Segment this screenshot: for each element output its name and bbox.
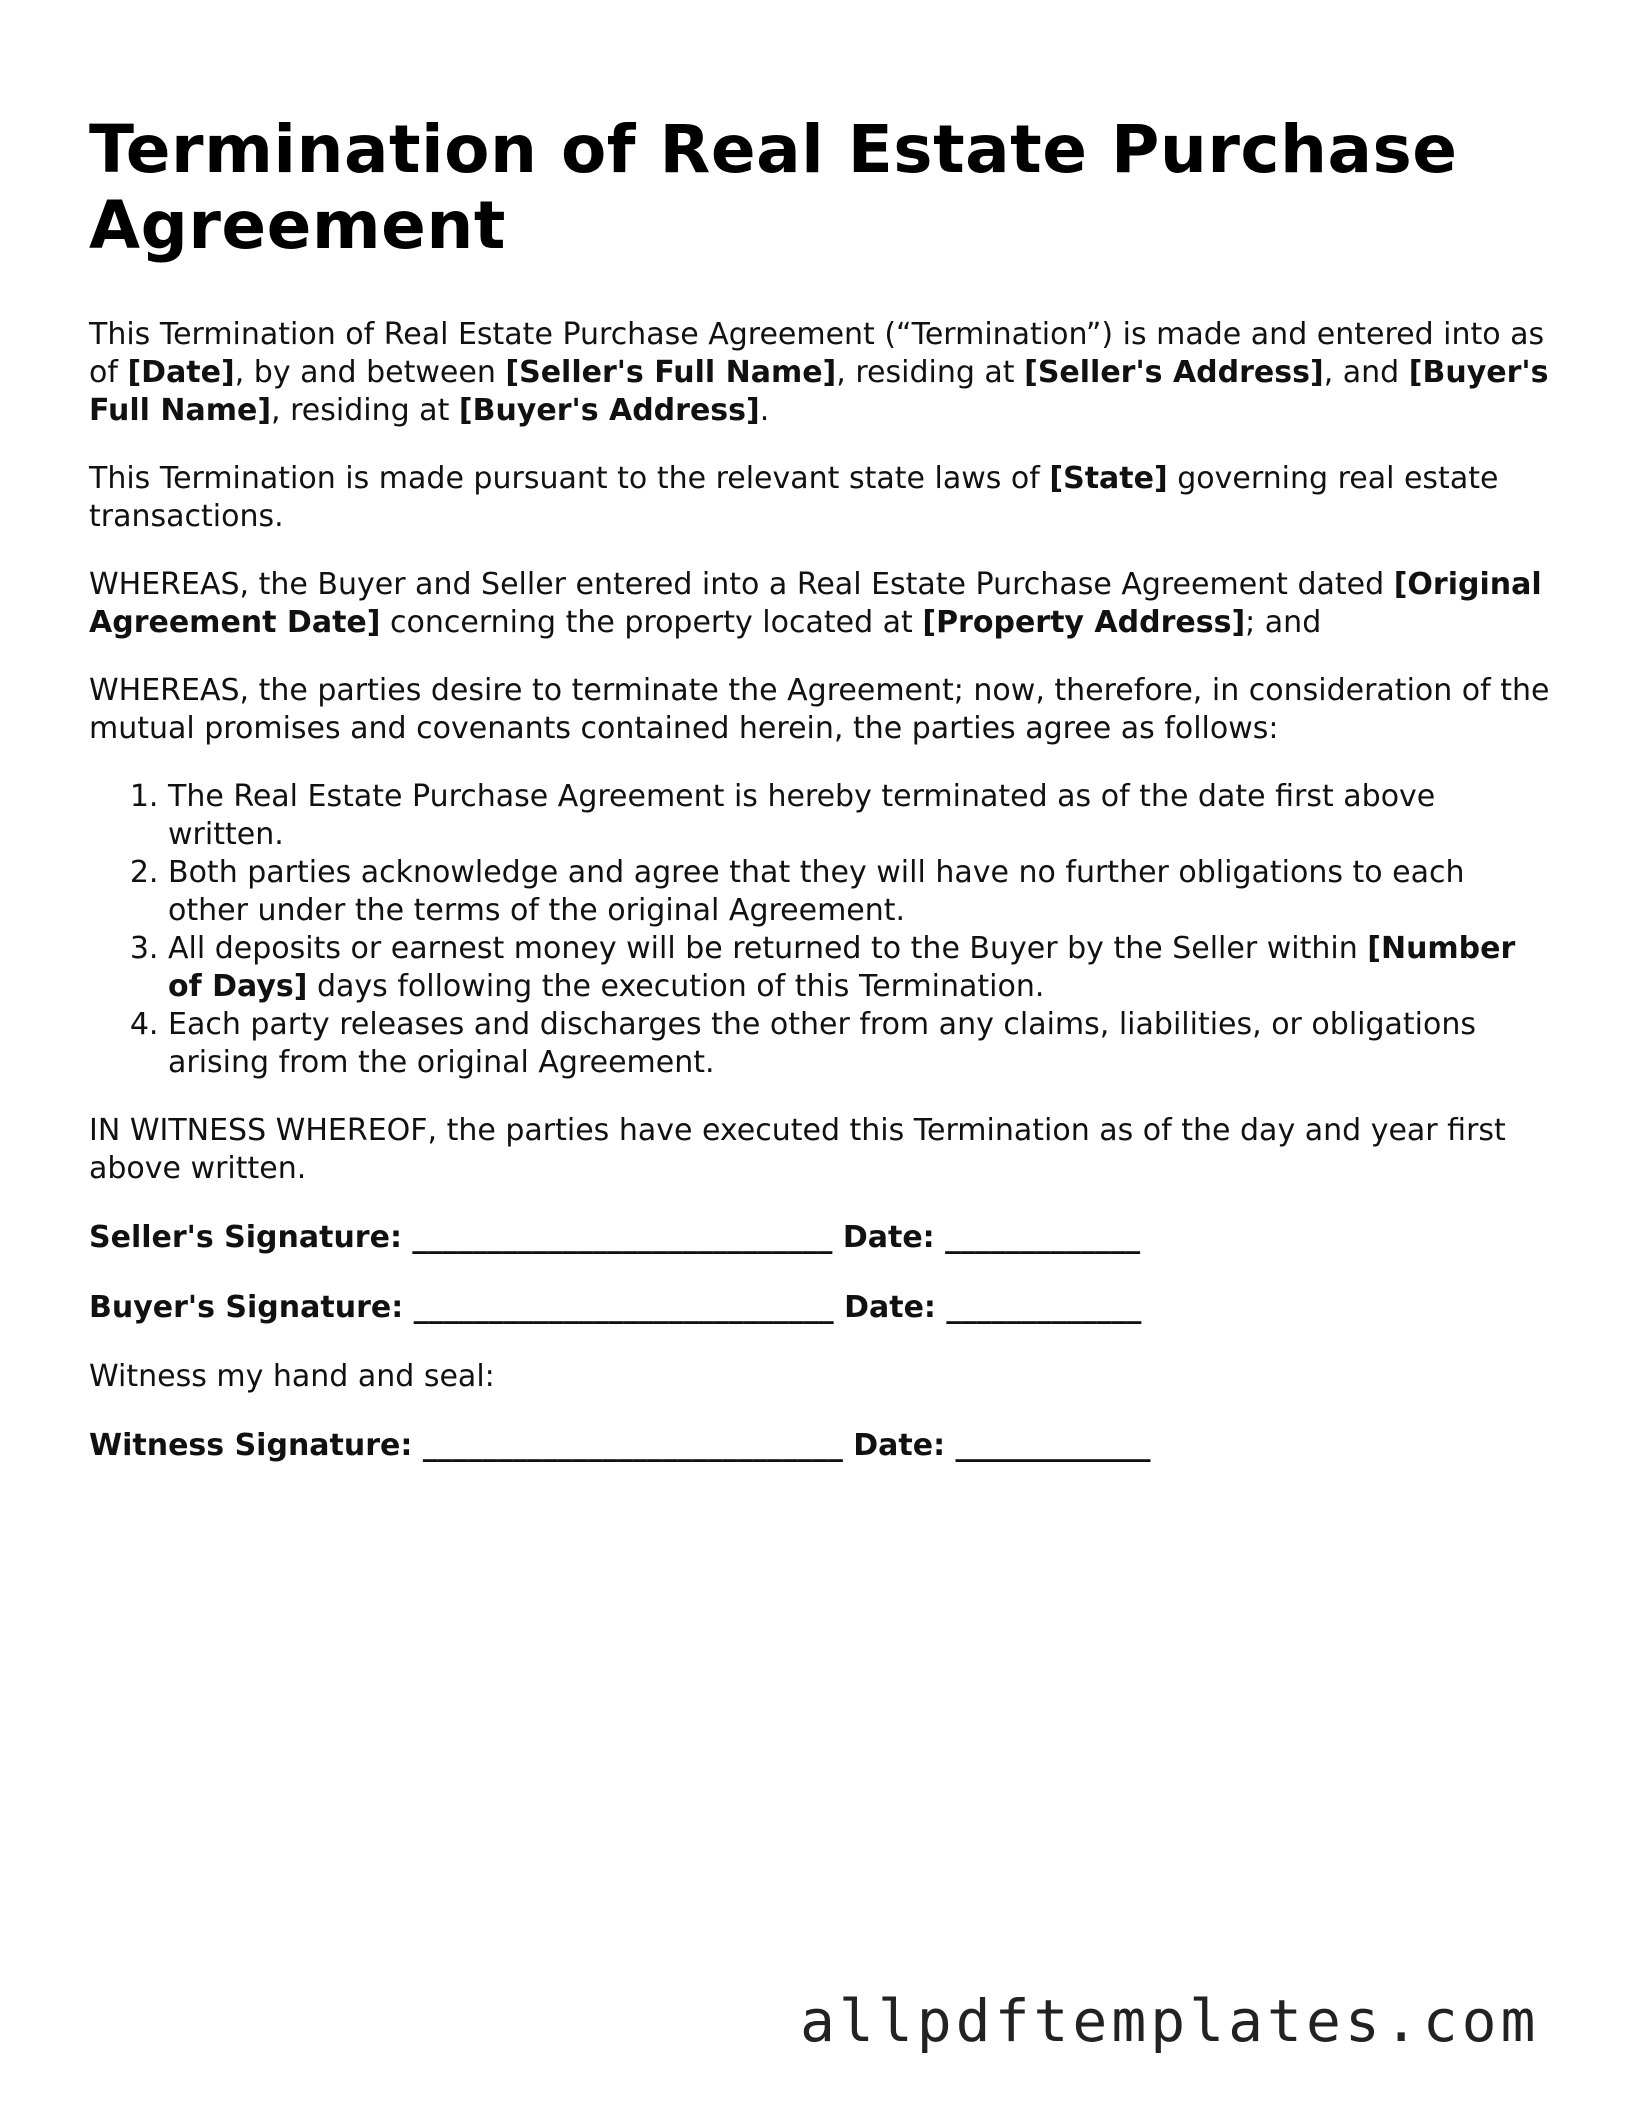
document-title: Termination of Real Estate Purchase Agreement xyxy=(89,111,1458,264)
terms-list xyxy=(89,778,1551,1082)
seller-address-placeholder: [Seller's Address] xyxy=(1024,355,1324,390)
property-address-placeholder: [Property Address] xyxy=(922,605,1246,640)
days-placeholder: [Number of Days] xyxy=(168,931,1516,1004)
governing-text-2: governing real estate transactions. xyxy=(89,461,1499,534)
intro-text-1: This Termination of Real Estate Purchase Agreement (“Termination”) is made and entered into as of xyxy=(89,317,1545,390)
buyer-address-placeholder: [Buyer's Address] xyxy=(458,393,760,428)
witness-intro: Witness my hand and seal: xyxy=(89,1359,495,1394)
list-item: 2. Both parties acknowledge and agree that they will have no further obligations to each other under the terms of the original Agreement. xyxy=(168,854,1551,930)
watermark-text: allpdftemplates.com xyxy=(800,1987,1540,2055)
list-item: 1. The Real Estate Purchase Agreement is hereby terminated as of the date first above written. xyxy=(168,778,1551,854)
whereas1-text-1: WHEREAS, the Buyer and Seller entered into a Real Estate Purchase Agreement dated xyxy=(89,567,1394,602)
intro-text-5: , residing at xyxy=(271,393,459,428)
buyer-signature-line[interactable]: Buyer's Signature: ____________________________ Date: _____________ xyxy=(89,1290,1142,1325)
intro-text-4: , and xyxy=(1323,355,1409,390)
buyer-name-placeholder: [Buyer's Full Name] xyxy=(89,355,1549,428)
witness-signature-line[interactable]: Witness Signature: ____________________________ Date: _____________ xyxy=(89,1428,1151,1463)
original-date-placeholder: [Original Agreement Date] xyxy=(89,567,1542,640)
whereas-paragraph-2: WHEREAS, the parties desire to terminate the Agreement; now, therefore, in consideration of the mutual promises and covenants contained herein, the parties agree as follows: xyxy=(89,673,1550,746)
item3-text-1: All deposits or earnest money will be returned to the Buyer by the Seller within xyxy=(168,931,1368,966)
whereas1-text-2: concerning the property located at xyxy=(380,605,923,640)
intro-text-3: , residing at xyxy=(836,355,1025,390)
governing-law-paragraph xyxy=(89,460,1551,536)
list-item: 4. Each party releases and discharges the other from any claims, liabilities, or obligations arising from the original Agreement. xyxy=(168,1006,1551,1082)
whereas1-text-3: ; and xyxy=(1245,605,1322,640)
intro-paragraph xyxy=(89,316,1551,430)
item3-text-2: days following the execution of this Termination. xyxy=(307,969,1045,1004)
state-placeholder: [State] xyxy=(1049,461,1168,496)
seller-signature-line[interactable]: Seller's Signature: ____________________________ Date: _____________ xyxy=(89,1220,1141,1255)
document-page xyxy=(89,112,1551,1496)
witness-clause: IN WITNESS WHEREOF, the parties have executed this Termination as of the day and year first above written. xyxy=(89,1113,1506,1186)
list-item xyxy=(168,930,1551,1006)
intro-text-2: , by and between xyxy=(234,355,506,390)
governing-text-1: This Termination is made pursuant to the relevant state laws of xyxy=(89,461,1050,496)
seller-name-placeholder: [Seller's Full Name] xyxy=(505,355,837,390)
date-placeholder: [Date] xyxy=(127,355,235,390)
intro-text-6: . xyxy=(759,393,770,428)
whereas-paragraph-1 xyxy=(89,566,1551,642)
